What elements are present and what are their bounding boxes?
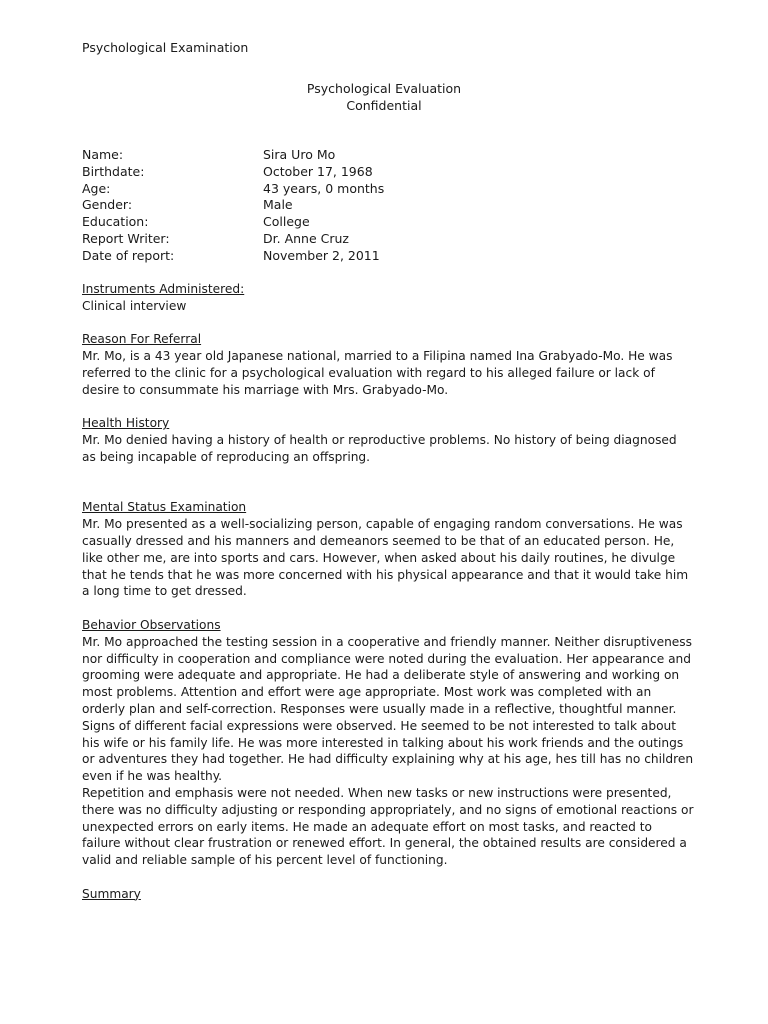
info-value: 43 years, 0 months (263, 180, 385, 196)
info-label: Education: (82, 214, 149, 230)
section-heading: Behavior Observations (82, 617, 221, 632)
section-text: Mr. Mo approached the testing session in a cooperative and friendly manner. Neither disruptiveness nor difficulty in cooperation and compliance were noted during the evaluation. Her appearance and grooming were adequate and appropriate. He had a deliberate style of answering and working on most problems. Attention and effort were age appropriate. Most work was completed with an orderly plan and self-correction. Responses were usually made in a reflective, thoughtful manner. (82, 634, 693, 716)
info-value: Male (263, 197, 293, 213)
section-text: Mr. Mo denied having a history of health or reproductive problems. No history of being diagnosed as being incapable of reproducing an offspring. (82, 433, 677, 464)
info-row-birthdate (82, 164, 384, 181)
info-value: November 2, 2011 (263, 247, 380, 263)
info-label: Birthdate: (82, 163, 145, 179)
report-title: Psychological Evaluation (306, 81, 462, 96)
info-value: Dr. Anne Cruz (263, 230, 349, 246)
section-heading: Reason For Referral (82, 332, 202, 347)
section-heading: Summary (82, 886, 141, 901)
info-row-report-writer (82, 231, 384, 248)
info-label: Age: (82, 180, 111, 196)
section-text: Clinical interview (82, 298, 187, 313)
info-row-gender (82, 197, 384, 214)
document-header: Psychological Examination (82, 40, 249, 55)
confidential-label: Confidential (346, 98, 422, 113)
section-health-history (82, 415, 694, 465)
section-heading: Instruments Administered: (82, 282, 245, 296)
section-mental-status (82, 499, 694, 600)
report-body (82, 281, 694, 902)
info-label: Gender: (82, 197, 133, 213)
section-heading: Mental Status Examination (82, 500, 247, 515)
section-heading: Health History (82, 416, 170, 431)
info-value: October 17, 1968 (263, 163, 373, 179)
section-behavior (82, 617, 694, 869)
section-text: Mr. Mo, is a 43 year old Japanese national, married to a Filipina named Ina Grabyado-Mo. He was referred to the clinic for a psychological evaluation with regard to his alleged failure or lack of desire to consummate his marriage with Mrs. Grabyado-Mo. (82, 349, 673, 397)
title-block (0, 80, 768, 114)
info-label: Date of report: (82, 247, 175, 263)
section-text: Repetition and emphasis were not needed. When new tasks or new instructions were presented, there was no difficulty adjusting or responding appropriately, and no signs of emotional reactions or unexpected errors on early items. He made an adequate effort on most tasks, and reacted to failure without clear frustration or renewed effort. In general, the obtained results are considered a valid and reliable sample of his percent level of functioning. (82, 785, 694, 868)
info-value: Sira Uro Mo (263, 147, 336, 162)
info-row-education (82, 214, 384, 231)
section-summary (82, 886, 694, 903)
section-text: Signs of different facial expressions were observed. He seemed to be not interested to talk about his wife or his family life. He was more interested in talking about his work friends and the outings or adventures they had together. He had difficulty explaining why at his age, hes till has no children even if he was healthy. (82, 718, 694, 784)
info-row-age (82, 181, 384, 198)
patient-info-table (82, 147, 384, 265)
section-text: Mr. Mo presented as a well-socializing person, capable of engaging random conversations. He was casually dressed and his manners and demeanors seemed to be that of an educated person. He, like other me, are into sports and cars. However, when asked about his daily routines, he divulge that he tends that he was more concerned with his physical appearance and that it would take him a long time to get dressed. (82, 517, 689, 599)
section-instruments (82, 281, 694, 315)
section-referral (82, 331, 694, 398)
info-label: Report Writer: (82, 230, 170, 246)
info-value: College (263, 214, 310, 230)
info-row-name (82, 147, 384, 164)
info-label: Name: (82, 147, 124, 162)
info-row-date-of-report (82, 248, 384, 265)
